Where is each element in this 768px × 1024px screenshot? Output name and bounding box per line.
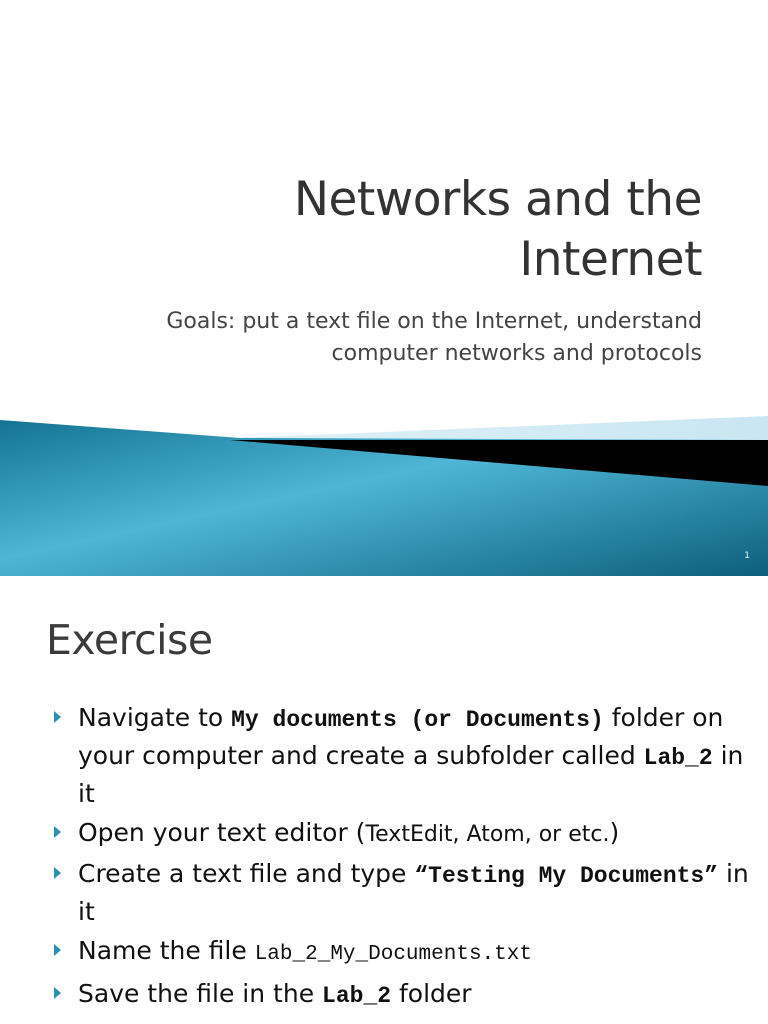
decorative-banner bbox=[0, 410, 768, 576]
slide-number: 1 bbox=[744, 551, 750, 561]
list-item: Navigate to My documents (or Documents) folder on your computer and create a subfolder called Lab_2 in it bbox=[52, 700, 752, 812]
list-item: Save the file in the Lab_2 folder bbox=[52, 976, 752, 1014]
slide-subtitle bbox=[166, 306, 702, 370]
title-line-2: Internet bbox=[519, 232, 702, 287]
slide-title: Exercise bbox=[46, 616, 213, 664]
content-slide bbox=[0, 576, 768, 1024]
bullet-arrow-icon bbox=[54, 711, 61, 723]
bullet-arrow-icon bbox=[54, 867, 61, 879]
bullet-arrow-icon bbox=[54, 944, 61, 956]
bullet-list bbox=[52, 700, 752, 1017]
subtitle-line-1: Goals: put a text file on the Internet, understand bbox=[166, 309, 702, 334]
title-line-1: Networks and the bbox=[293, 172, 702, 227]
bullet-arrow-icon bbox=[54, 987, 61, 999]
subtitle-line-2: computer networks and protocols bbox=[331, 341, 702, 366]
slide-title bbox=[294, 170, 702, 290]
bullet-arrow-icon bbox=[54, 826, 61, 838]
list-item: Name the file Lab_2_My_Documents.txt bbox=[52, 933, 752, 973]
list-item: Open your text editor (TextEdit, Atom, or etc.) bbox=[52, 815, 752, 853]
list-item: Create a text file and type “Testing My Documents” in it bbox=[52, 856, 752, 930]
